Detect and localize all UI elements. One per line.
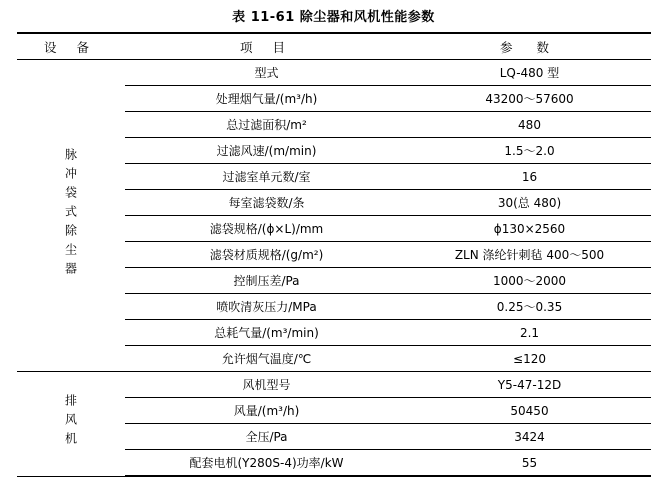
param-cell: 50450 — [409, 398, 651, 424]
item-cell: 滤袋规格/(ϕ×L)/mm — [125, 216, 409, 242]
item-cell: 风量/(m³/h) — [125, 398, 409, 424]
param-cell: 16 — [409, 164, 651, 190]
header-item — [125, 33, 409, 60]
table-title: 表 11-61 除尘器和风机性能参数 — [232, 10, 435, 25]
item-cell: 型式 — [125, 60, 409, 86]
param-cell: ≤120 — [409, 346, 651, 372]
param-cell: 55 — [409, 450, 651, 477]
device-group-cell — [17, 372, 125, 477]
performance-parameters-table — [17, 32, 651, 477]
param-cell: 1.5～2.0 — [409, 138, 651, 164]
item-cell: 配套电机(Y280S-4)功率/kW — [125, 450, 409, 477]
item-cell: 允许烟气温度/℃ — [125, 346, 409, 372]
device-group-label: 脉冲袋式除尘器 — [63, 147, 78, 281]
param-cell: 1000～2000 — [409, 268, 651, 294]
table-row — [17, 60, 651, 86]
item-cell: 过滤室单元数/室 — [125, 164, 409, 190]
param-cell: 3424 — [409, 424, 651, 450]
item-cell: 每室滤袋数/条 — [125, 190, 409, 216]
header-device-label: 设 备 — [44, 39, 97, 55]
param-cell: ϕ130×2560 — [409, 216, 651, 242]
item-cell: 总过滤面积/m² — [125, 112, 409, 138]
device-group-cell — [17, 60, 125, 372]
item-cell: 过滤风速/(m/min) — [125, 138, 409, 164]
header-param-label: 参 数 — [500, 39, 559, 55]
header-param — [409, 33, 651, 60]
item-cell: 风机型号 — [125, 372, 409, 398]
param-cell: 30(总 480) — [409, 190, 651, 216]
param-cell: LQ-480 型 — [409, 60, 651, 86]
item-cell: 全压/Pa — [125, 424, 409, 450]
item-cell: 总耗气量/(m³/min) — [125, 320, 409, 346]
header-device — [17, 33, 125, 60]
param-cell: 0.25～0.35 — [409, 294, 651, 320]
param-cell: 43200～57600 — [409, 86, 651, 112]
param-cell: 2.1 — [409, 320, 651, 346]
param-cell: 480 — [409, 112, 651, 138]
item-cell: 控制压差/Pa — [125, 268, 409, 294]
table-row — [17, 372, 651, 398]
device-group-label: 排风机 — [63, 393, 78, 451]
header-item-label: 项 目 — [240, 39, 293, 55]
param-cell: Y5-47-12D — [409, 372, 651, 398]
item-cell: 滤袋材质规格/(g/m²) — [125, 242, 409, 268]
table-header-row — [17, 33, 651, 60]
item-cell: 处理烟气量/(m³/h) — [125, 86, 409, 112]
param-cell: ZLN 涤纶针刺毡 400～500 — [409, 242, 651, 268]
item-cell: 喷吹清灰压力/MPa — [125, 294, 409, 320]
